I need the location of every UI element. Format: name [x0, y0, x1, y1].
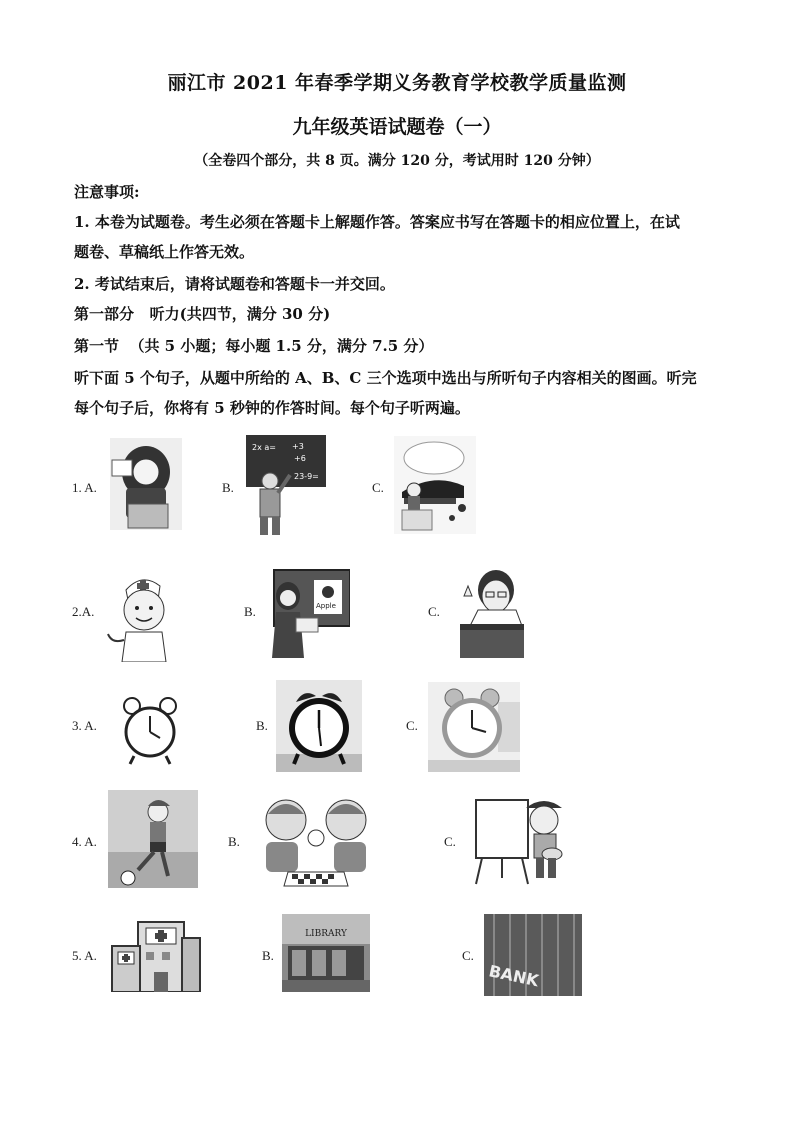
note-2: 2. 考试结束后，请将试题卷和答题卡一并交回。	[74, 275, 395, 293]
q2-label-a: 2.A.	[72, 604, 95, 619]
q3-label-b: B.	[256, 718, 268, 733]
library-icon	[282, 914, 370, 992]
page-title: 丽江市 2021 年春季学期义务教育学校教学质量监测	[167, 72, 627, 94]
teacher-blackboard-icon	[244, 435, 328, 535]
boy-painting-easel-icon	[468, 794, 566, 888]
hospital-icon	[110, 916, 202, 992]
alarm-clock-photo-icon	[276, 680, 362, 772]
kids-chess-icon	[258, 792, 374, 888]
svg-text:23-9=: 23-9=	[294, 472, 319, 481]
note-1-line-1: 1. 本卷为试题卷。考生必须在答题卡上解题作答。答案应书写在答题卡的相应位置上，在试	[74, 213, 680, 231]
svg-text:+3: +3	[292, 442, 304, 451]
girl-painting-icon	[110, 438, 182, 530]
instructions-line-2: 每个句子后，你将有 5 秒钟的作答时间。每个句子听两遍。	[74, 399, 470, 417]
q4-label-a: 4. A.	[72, 834, 97, 849]
instructions-line-1: 听下面 5 个句子，从题中所给的 A、B、C 三个选项中选出与所听句子内容相关的图画。听完	[74, 369, 697, 387]
alarm-clock-desk-icon	[428, 682, 520, 772]
q5-label-a: 5. A.	[72, 948, 97, 963]
paper-title: 九年级英语试题卷（一）	[292, 116, 502, 138]
teacher-pointing-icon	[266, 568, 350, 658]
q4-label-c: C.	[444, 834, 456, 849]
speaker-podium-icon	[454, 566, 526, 658]
boy-piano-icon	[394, 436, 476, 534]
svg-text:+6: +6	[294, 454, 306, 463]
bank-sign-text: BANK	[487, 961, 541, 991]
apple-card-text: Apple	[316, 602, 336, 610]
alarm-clock-icon	[122, 694, 178, 766]
part-title: 第一部分 听力(共四节，满分 30 分)	[74, 305, 331, 323]
q5-label-c: C.	[462, 948, 474, 963]
q3-label-a: 3. A.	[72, 718, 97, 733]
q2-label-c: C.	[428, 604, 440, 619]
note-1-line-2: 题卷、草稿纸上作答无效。	[74, 243, 255, 261]
q5-label-b: B.	[262, 948, 274, 963]
doctor-icon	[102, 570, 182, 662]
bank-icon	[484, 914, 582, 996]
library-sign-text: LIBRARY	[305, 929, 347, 939]
q3-label-c: C.	[406, 718, 418, 733]
q1-label-b: B.	[222, 480, 234, 495]
girl-soccer-icon	[108, 790, 198, 888]
paper-subtitle: （全卷四个部分，共 8 页。满分 120 分，考试用时 120 分钟）	[194, 153, 600, 169]
svg-text:2x a=: 2x a=	[252, 443, 276, 452]
q2-label-b: B.	[244, 604, 256, 619]
q4-label-b: B.	[228, 834, 240, 849]
notes-heading: 注意事项:	[74, 183, 140, 201]
q1-label-c: C.	[372, 480, 384, 495]
subsection-title: 第一节 （共 5 小题；每小题 1.5 分，满分 7.5 分）	[74, 337, 434, 355]
q1-label-a: 1. A.	[72, 480, 97, 495]
